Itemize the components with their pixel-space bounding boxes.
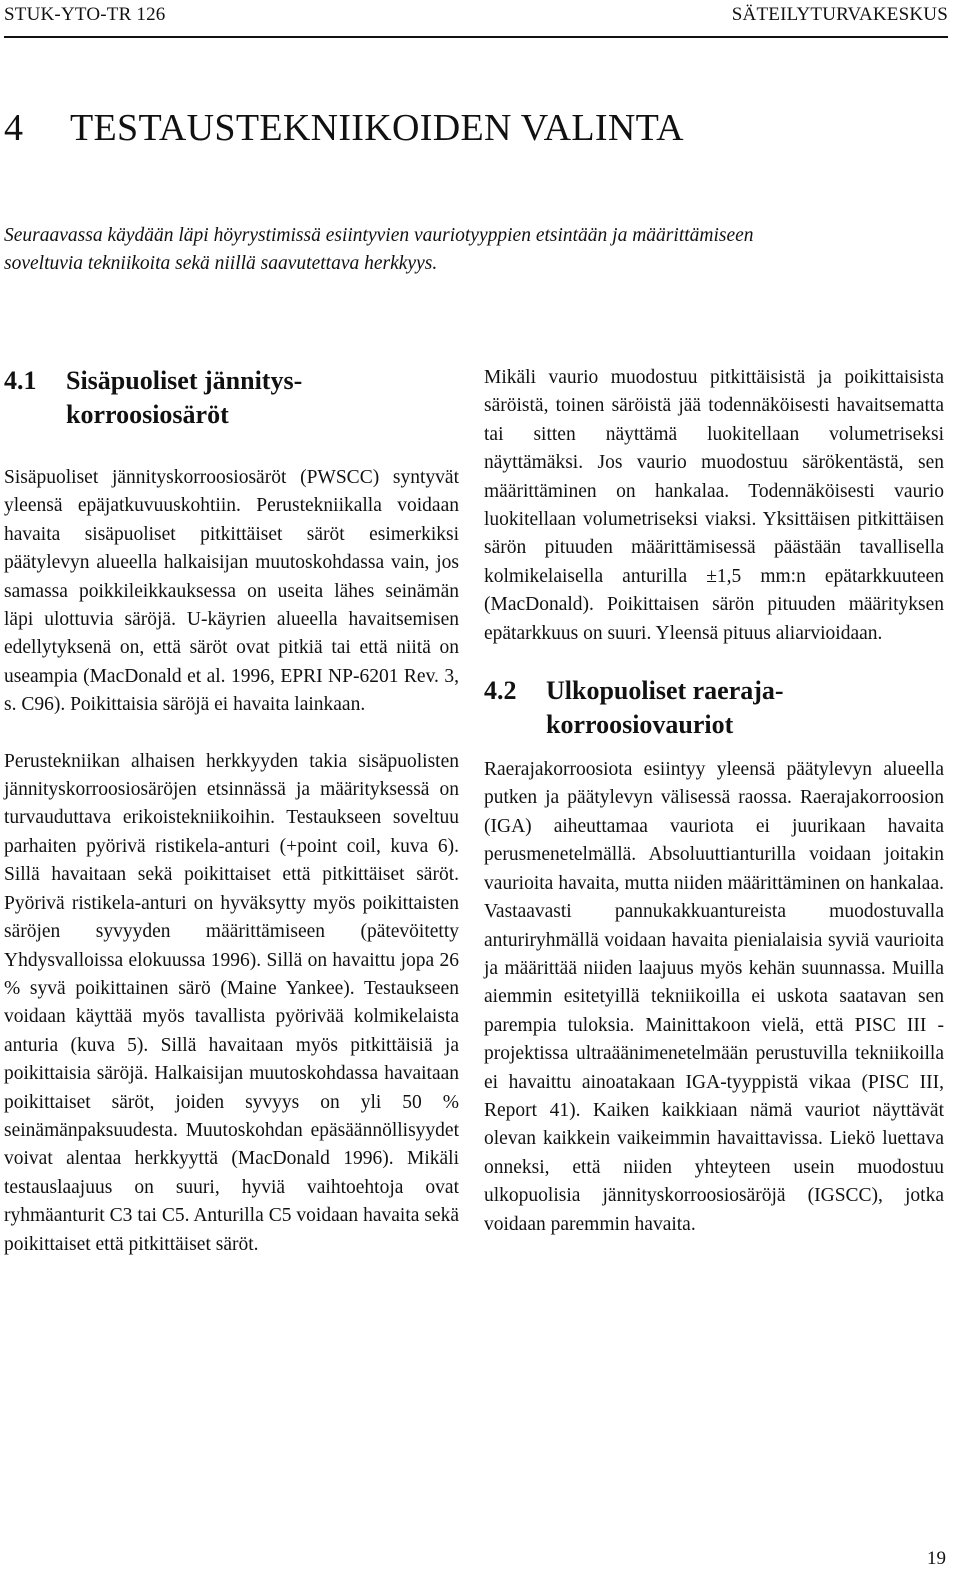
section-4-1-paragraph-1: Sisäpuoliset jännityskorroosiosäröt (PWSCC) syntyvät yleensä epäjatkuvuuskohtiin. Perustekniikalla voidaan havaita sisäpuoliset pitkittäiset säröt esimerkiksi päätylevyn alueella halkaisijan muutoskohdassa vain, jos samassa poikkileikkauksessa on useita lähes seinämän läpi ulottuvia säröjä. U-käyrien alueella havaitsemisen edellytyksenä on, että säröt ovat pitkiä tai että niitä on useampia (MacDonald et al. 1996, EPRI NP-6201 Rev. 3, s. C96). Poikittaisia säröjä ei havaita lainkaan. xyxy=(4,467,459,716)
section-4-2-paragraph: Raerajakorroosiota esiintyy yleensä päätylevyn alueella putken ja päätylevyn välisessä raossa. Raerajakorroosion (IGA) aiheuttamaa vauriota ei juurikaan havaita perusmenetelmällä. Absoluuttianturilla voidaan joitakin vaurioita havaita, mutta niiden määrittäminen on hankalaa. Vastaavasti pannukakkuantureista muodostuvalla anturiryhmällä voidaan havaita pienialaisia syviä vaurioita ja määrittää niiden laajuus myös kehän suunnassa. Muilla aiemmin esitetyillä tekniikoilla ei uskota saatavan sen parempia tuloksia. Mainittakoon vielä, että PISC III -projektissa ultraäänimenetelmään perustuvilla tekniikoilla ei havaittu ainoatakaan IGA-tyyppistä vikaa (PISC III, Report 41). Kaiken kaikkiaan nämä vauriot näyttävät olevan kaikkein vaikeimmin havaittavissa. Liekö luettava onneksi, että niiden yhteyteen usein muodostuu ulkopuolisia jännityskorroosiosäröjä (IGSCC), jotka voidaan paremmin havaita. xyxy=(484,759,944,1235)
section-4-1-paragraph-2: Perustekniikan alhaisen herkkyyden takia sisäpuolisten jännityskorroosiosäröjen etsinnässä ja määrityksessä on turvauduttava erikoistekniikoihin. Testaukseen soveltuu parhaiten pyörivä ristikela-anturi (+point coil, kuva 6). Sillä havaitaan sekä poikittaiset että pitkittäiset säröt. Pyörivä ristikela-anturi on hyväksytty myös poikittaisten säröjen syvyyden määrittämiseen (pätevöitetty Yhdysvalloissa elokuussa 1996). Sillä on havaittu jopa 26 % syvä poikittainen särö (Maine Yankee). Testaukseen voidaan käyttää myös tavallista pyörivää kolmikelaista anturia (kuva 5). Sillä havaitaan myös pitkittäisiä ja poikittaisia säröjä. Halkaisijan muutoskohdassa havaitaan poikittaiset säröt, joiden syvyys on yli 50 % seinämänpaksuudesta. Muutoskohdan epäsäännöllisyydet voivat alentaa herkkyyttä (MacDonald 1996). Mikäli testauslaajuus on suuri, hyviä vaihtoehtoja ovat ryhmäanturit C3 tai C5. Anturilla C5 voidaan havaita sekä poikittaiset että pitkittäiset säröt. xyxy=(4,750,459,1255)
chapter-title: TESTAUSTEKNIIKOIDEN VALINTA xyxy=(70,107,684,149)
chapter-number: 4 xyxy=(4,107,24,149)
running-header-publisher: SÄTEILYTURVAKESKUS xyxy=(731,4,948,25)
chapter-heading xyxy=(4,106,684,150)
page-number: 19 xyxy=(927,1548,946,1569)
section-4-1-paragraph-3: Mikäli vaurio muodostuu pitkittäisistä ja poikittaisista säröistä, toinen säröistä jää todennäköisesti havaitsematta tai sitten näyttämä luokitellaan volumetriseksi näyttämäksi. Jos vaurio muodostuu särökentästä, sen määrittäminen on hankalaa. Todennäköisesti vaurio luokitellaan volumetriseksi viaksi. Yksittäisen pitkittäisen särön pituuden määrittämisessä päästään tavallisella kolmikelaisella anturilla ±1,5 mm:n epätarkkuuteen (MacDonald). Poikittaisen särön pituuden määrityksen epätarkkuus on suuri. Yleensä pituus aliarvioidaan. xyxy=(484,367,944,644)
header-divider xyxy=(4,36,948,38)
section-4-2-heading xyxy=(484,674,944,742)
section-4-2-title: Ulkopuoliset raeraja-korroosiovauriot xyxy=(546,676,784,740)
section-4-1-heading xyxy=(4,364,459,432)
section-4-1-number: 4.1 xyxy=(4,366,37,395)
section-4-2-number: 4.2 xyxy=(484,676,517,706)
running-header-report-id: STUK-YTO-TR 126 xyxy=(4,4,166,25)
section-4-1-title: Sisäpuoliset jännitys-korroosiosäröt xyxy=(66,366,303,429)
left-column xyxy=(4,364,459,1259)
chapter-intro: Seuraavassa käydään läpi höyrystimissä esiintyvien vauriotyyppien etsintään ja määrittämiseen soveltuvia tekniikoita sekä niillä saavutettava herkkyys. xyxy=(4,225,754,274)
right-column xyxy=(484,364,944,1239)
